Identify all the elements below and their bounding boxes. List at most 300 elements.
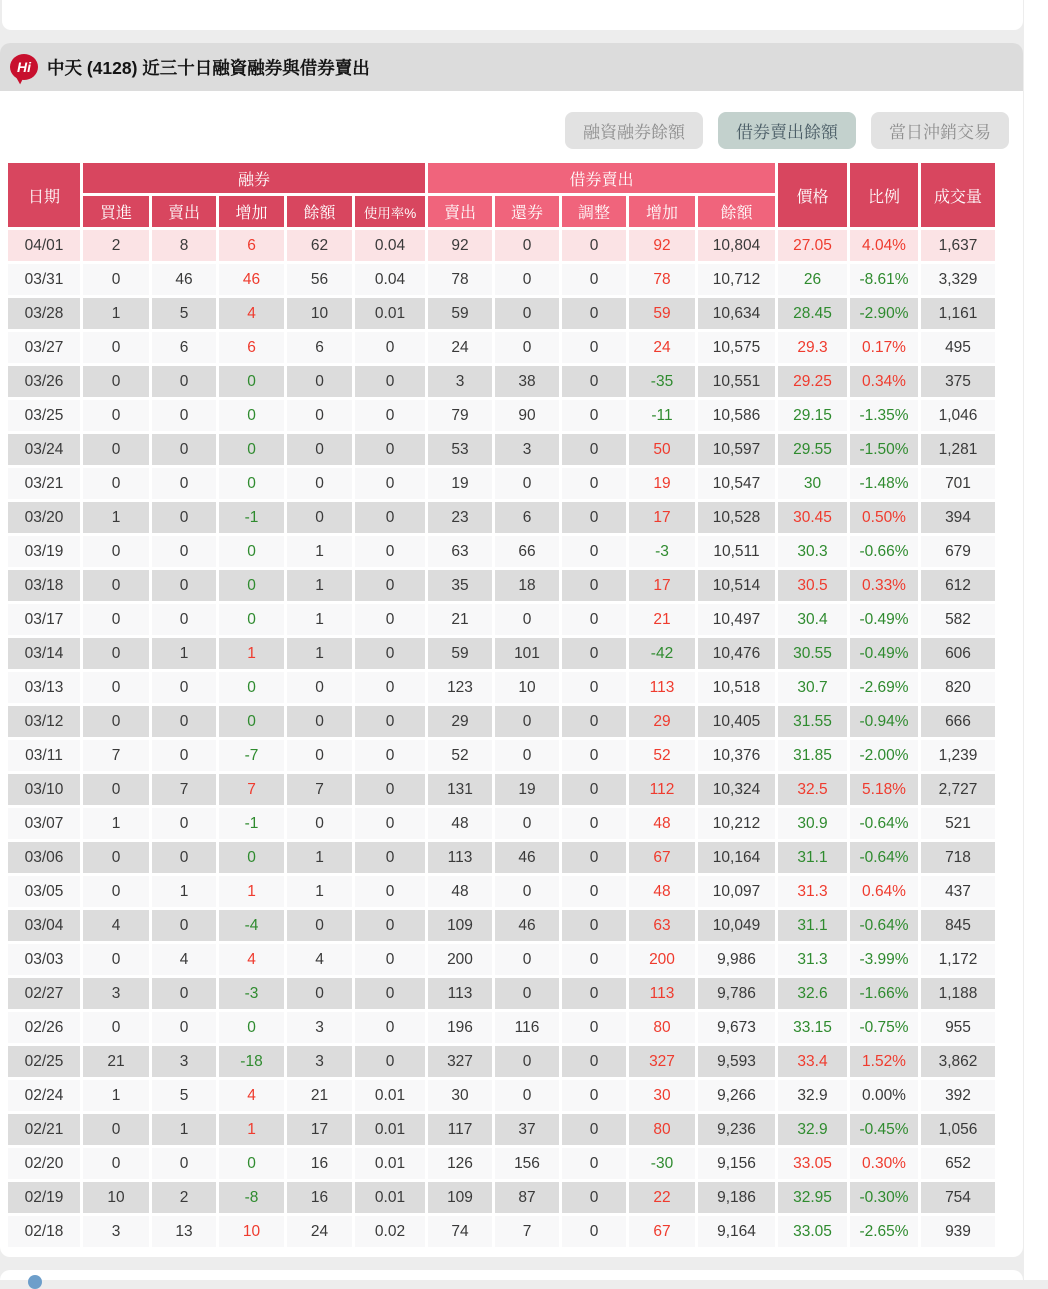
table-row — [8, 740, 995, 771]
cell-sbl-return: 10 — [495, 672, 559, 703]
tab-row — [0, 112, 1009, 149]
cell-volume: 1,172 — [921, 944, 995, 975]
cell-sbl-return: 46 — [495, 910, 559, 941]
cell-volume: 939 — [921, 1216, 995, 1247]
tab-financing-margin-balance[interactable]: 融資融券餘額 — [565, 112, 703, 149]
cell-sbl-balance: 10,514 — [698, 570, 775, 601]
cell-ms-buy: 3 — [83, 1216, 149, 1247]
cell-volume: 701 — [921, 468, 995, 499]
cell-ms-usage-rate: 0 — [355, 1012, 425, 1043]
cell-ms-sell: 0 — [152, 910, 216, 941]
cell-volume: 582 — [921, 604, 995, 635]
cell-date: 03/19 — [8, 536, 80, 567]
cell-ms-usage-rate: 0 — [355, 910, 425, 941]
hi-speech-bubble-icon — [10, 54, 38, 80]
cell-sbl-increase: 29 — [629, 706, 695, 737]
cell-volume: 375 — [921, 366, 995, 397]
cell-ms-usage-rate: 0 — [355, 434, 425, 465]
cell-sbl-sell: 48 — [428, 808, 492, 839]
cell-sbl-increase: 19 — [629, 468, 695, 499]
cell-sbl-increase: 80 — [629, 1114, 695, 1145]
cell-sbl-increase: 67 — [629, 1216, 695, 1247]
cell-sbl-return: 0 — [495, 332, 559, 363]
cell-ms-increase: 0 — [219, 468, 284, 499]
cell-price: 30.7 — [778, 672, 847, 703]
cell-sbl-adjust: 0 — [562, 434, 626, 465]
cell-date: 03/27 — [8, 332, 80, 363]
cell-ms-balance: 0 — [287, 808, 352, 839]
cell-ms-sell: 8 — [152, 230, 216, 261]
cell-sbl-sell: 109 — [428, 1182, 492, 1213]
table-row — [8, 808, 995, 839]
cell-ms-usage-rate: 0 — [355, 808, 425, 839]
cell-price: 32.9 — [778, 1080, 847, 1111]
cell-volume: 437 — [921, 876, 995, 907]
cell-sbl-balance: 10,097 — [698, 876, 775, 907]
table-row — [8, 434, 995, 465]
cell-change-ratio: 0.34% — [850, 366, 918, 397]
cell-ms-balance: 1 — [287, 604, 352, 635]
cell-ms-buy: 7 — [83, 740, 149, 771]
cell-sbl-adjust: 0 — [562, 1114, 626, 1145]
cell-sbl-adjust: 0 — [562, 808, 626, 839]
cell-ms-buy: 0 — [83, 672, 149, 703]
cell-ms-balance: 0 — [287, 502, 352, 533]
table-row — [8, 400, 995, 431]
cell-ms-increase: -8 — [219, 1182, 284, 1213]
cell-ms-usage-rate: 0 — [355, 468, 425, 499]
cell-ms-increase: 4 — [219, 944, 284, 975]
cell-ms-balance: 56 — [287, 264, 352, 295]
cell-sbl-sell: 3 — [428, 366, 492, 397]
table-row — [8, 638, 995, 669]
cell-sbl-increase: 22 — [629, 1182, 695, 1213]
cell-sbl-sell: 24 — [428, 332, 492, 363]
cell-change-ratio: -0.64% — [850, 842, 918, 873]
cell-price: 30.9 — [778, 808, 847, 839]
cell-ms-buy: 0 — [83, 1148, 149, 1179]
table-row — [8, 366, 995, 397]
cell-sbl-sell: 200 — [428, 944, 492, 975]
cell-ms-buy: 3 — [83, 978, 149, 1009]
cell-ms-usage-rate: 0.01 — [355, 1182, 425, 1213]
cell-sbl-increase: 30 — [629, 1080, 695, 1111]
cell-price: 29.3 — [778, 332, 847, 363]
cell-sbl-return: 0 — [495, 740, 559, 771]
cell-ms-increase: 6 — [219, 230, 284, 261]
cell-ms-usage-rate: 0 — [355, 332, 425, 363]
cell-volume: 3,329 — [921, 264, 995, 295]
securities-lending-subheader: 還券 — [495, 196, 559, 227]
table-row — [8, 1216, 995, 1247]
table-row — [8, 230, 995, 261]
cell-ms-sell: 46 — [152, 264, 216, 295]
cell-sbl-balance: 9,156 — [698, 1148, 775, 1179]
cell-date: 03/04 — [8, 910, 80, 941]
cell-volume: 392 — [921, 1080, 995, 1111]
cell-ms-sell: 1 — [152, 638, 216, 669]
cell-change-ratio: -0.49% — [850, 638, 918, 669]
cell-ms-increase: 0 — [219, 706, 284, 737]
cell-ms-buy: 0 — [83, 332, 149, 363]
cell-sbl-adjust: 0 — [562, 910, 626, 941]
cell-date: 03/03 — [8, 944, 80, 975]
cell-ms-balance: 17 — [287, 1114, 352, 1145]
cell-ms-usage-rate: 0 — [355, 774, 425, 805]
cell-ms-increase: 1 — [219, 876, 284, 907]
cell-ms-usage-rate: 0 — [355, 944, 425, 975]
cell-ms-balance: 24 — [287, 1216, 352, 1247]
cell-ms-sell: 0 — [152, 808, 216, 839]
cell-sbl-increase: 17 — [629, 502, 695, 533]
cell-sbl-return: 0 — [495, 706, 559, 737]
cell-ms-buy: 0 — [83, 264, 149, 295]
table-row — [8, 1012, 995, 1043]
cell-sbl-sell: 35 — [428, 570, 492, 601]
cell-ms-balance: 62 — [287, 230, 352, 261]
cell-ms-increase: 0 — [219, 536, 284, 567]
table-row — [8, 1046, 995, 1077]
cell-sbl-increase: 113 — [629, 978, 695, 1009]
cell-ms-buy: 0 — [83, 706, 149, 737]
cell-ms-buy: 0 — [83, 604, 149, 635]
cell-sbl-adjust: 0 — [562, 570, 626, 601]
cell-change-ratio: -0.49% — [850, 604, 918, 635]
cell-ms-balance: 16 — [287, 1182, 352, 1213]
cell-sbl-return: 156 — [495, 1148, 559, 1179]
securities-lending-subheader: 餘額 — [698, 196, 775, 227]
cell-price: 33.05 — [778, 1148, 847, 1179]
cell-sbl-balance: 9,786 — [698, 978, 775, 1009]
cell-ms-sell: 1 — [152, 1114, 216, 1145]
cell-change-ratio: -3.99% — [850, 944, 918, 975]
cell-ms-usage-rate: 0 — [355, 706, 425, 737]
cell-ms-usage-rate: 0 — [355, 876, 425, 907]
cell-ms-sell: 0 — [152, 672, 216, 703]
cell-price: 29.55 — [778, 434, 847, 465]
cell-ms-buy: 0 — [83, 944, 149, 975]
cell-sbl-balance: 10,049 — [698, 910, 775, 941]
cell-volume: 1,056 — [921, 1114, 995, 1145]
cell-price: 29.25 — [778, 366, 847, 397]
cell-ms-balance: 21 — [287, 1080, 352, 1111]
col-header-date: 日期 — [8, 163, 80, 227]
cell-ms-increase: 0 — [219, 604, 284, 635]
cell-sbl-sell: 30 — [428, 1080, 492, 1111]
cell-change-ratio: 0.64% — [850, 876, 918, 907]
cell-ms-buy: 0 — [83, 400, 149, 431]
cell-sbl-return: 19 — [495, 774, 559, 805]
table-row — [8, 264, 995, 295]
cell-ms-buy: 0 — [83, 1012, 149, 1043]
cell-change-ratio: -0.66% — [850, 536, 918, 567]
cell-sbl-adjust: 0 — [562, 536, 626, 567]
cell-ms-usage-rate: 0 — [355, 740, 425, 771]
cell-sbl-sell: 113 — [428, 978, 492, 1009]
cell-sbl-increase: -3 — [629, 536, 695, 567]
cell-sbl-increase: 67 — [629, 842, 695, 873]
cell-ms-buy: 0 — [83, 774, 149, 805]
cell-ms-increase: -18 — [219, 1046, 284, 1077]
cell-change-ratio: -1.35% — [850, 400, 918, 431]
cell-date: 03/11 — [8, 740, 80, 771]
cell-sbl-balance: 10,518 — [698, 672, 775, 703]
cell-ms-usage-rate: 0 — [355, 1046, 425, 1077]
cell-sbl-increase: 112 — [629, 774, 695, 805]
cell-ms-increase: 0 — [219, 672, 284, 703]
cell-date: 03/25 — [8, 400, 80, 431]
cell-price: 31.55 — [778, 706, 847, 737]
cell-sbl-increase: 327 — [629, 1046, 695, 1077]
cell-ms-usage-rate: 0.04 — [355, 230, 425, 261]
cell-ms-balance: 0 — [287, 400, 352, 431]
cell-sbl-sell: 327 — [428, 1046, 492, 1077]
cell-sbl-adjust: 0 — [562, 502, 626, 533]
cell-sbl-adjust: 0 — [562, 366, 626, 397]
cell-ms-sell: 3 — [152, 1046, 216, 1077]
cell-date: 02/18 — [8, 1216, 80, 1247]
cell-sbl-sell: 117 — [428, 1114, 492, 1145]
cell-ms-balance: 0 — [287, 740, 352, 771]
group-header-row — [8, 163, 995, 193]
cell-change-ratio: -0.75% — [850, 1012, 918, 1043]
cell-sbl-balance: 10,804 — [698, 230, 775, 261]
cell-change-ratio: 0.30% — [850, 1148, 918, 1179]
cell-sbl-balance: 10,324 — [698, 774, 775, 805]
cell-ms-balance: 0 — [287, 468, 352, 499]
cell-sbl-increase: 200 — [629, 944, 695, 975]
cell-ms-balance: 1 — [287, 842, 352, 873]
cell-date: 03/21 — [8, 468, 80, 499]
cell-sbl-increase: 80 — [629, 1012, 695, 1043]
cell-ms-buy: 0 — [83, 366, 149, 397]
cell-ms-sell: 0 — [152, 570, 216, 601]
table-row — [8, 706, 995, 737]
cell-date: 03/12 — [8, 706, 80, 737]
cell-sbl-increase: 21 — [629, 604, 695, 635]
cell-sbl-sell: 19 — [428, 468, 492, 499]
cell-sbl-return: 0 — [495, 808, 559, 839]
previous-card-tail — [2, 0, 1023, 30]
cell-ms-sell: 0 — [152, 468, 216, 499]
cell-sbl-sell: 126 — [428, 1148, 492, 1179]
cell-date: 03/18 — [8, 570, 80, 601]
cell-sbl-increase: 113 — [629, 672, 695, 703]
cell-ms-increase: 0 — [219, 842, 284, 873]
cell-change-ratio: -2.69% — [850, 672, 918, 703]
cell-ms-balance: 0 — [287, 672, 352, 703]
card-header — [0, 43, 1023, 91]
scrollbar-track[interactable] — [1024, 0, 1048, 1280]
cell-date: 02/26 — [8, 1012, 80, 1043]
cell-change-ratio: 0.50% — [850, 502, 918, 533]
cell-change-ratio: 0.17% — [850, 332, 918, 363]
cell-sbl-return: 0 — [495, 298, 559, 329]
cell-ms-buy: 21 — [83, 1046, 149, 1077]
cell-ms-balance: 4 — [287, 944, 352, 975]
cell-ms-usage-rate: 0 — [355, 400, 425, 431]
cell-ms-balance: 6 — [287, 332, 352, 363]
cell-ms-sell: 7 — [152, 774, 216, 805]
cell-sbl-increase: -11 — [629, 400, 695, 431]
cell-sbl-sell: 131 — [428, 774, 492, 805]
cell-ms-balance: 0 — [287, 910, 352, 941]
cell-sbl-return: 0 — [495, 604, 559, 635]
cell-change-ratio: -0.64% — [850, 808, 918, 839]
cell-price: 30 — [778, 468, 847, 499]
cell-change-ratio: -2.00% — [850, 740, 918, 771]
cell-price: 30.45 — [778, 502, 847, 533]
table-row — [8, 876, 995, 907]
cell-volume: 1,281 — [921, 434, 995, 465]
cell-sbl-balance: 10,634 — [698, 298, 775, 329]
cell-volume: 754 — [921, 1182, 995, 1213]
table-row — [8, 978, 995, 1009]
table-row — [8, 672, 995, 703]
cell-ms-balance: 0 — [287, 366, 352, 397]
cell-ms-buy: 0 — [83, 876, 149, 907]
table-row — [8, 570, 995, 601]
cell-ms-increase: 0 — [219, 570, 284, 601]
cell-ms-usage-rate: 0 — [355, 638, 425, 669]
cell-sbl-adjust: 0 — [562, 298, 626, 329]
cell-sbl-adjust: 0 — [562, 468, 626, 499]
cell-price: 32.6 — [778, 978, 847, 1009]
cell-change-ratio: 0.33% — [850, 570, 918, 601]
cell-price: 31.85 — [778, 740, 847, 771]
table-row — [8, 1182, 995, 1213]
cell-sbl-increase: -35 — [629, 366, 695, 397]
cell-sbl-return: 0 — [495, 1046, 559, 1077]
cell-price: 26 — [778, 264, 847, 295]
table-row — [8, 774, 995, 805]
cell-volume: 845 — [921, 910, 995, 941]
cell-date: 02/21 — [8, 1114, 80, 1145]
cell-change-ratio: -1.50% — [850, 434, 918, 465]
cell-sbl-balance: 10,547 — [698, 468, 775, 499]
cell-sbl-sell: 59 — [428, 298, 492, 329]
cell-sbl-balance: 10,712 — [698, 264, 775, 295]
cell-sbl-sell: 196 — [428, 1012, 492, 1043]
table-row — [8, 536, 995, 567]
cell-sbl-sell: 21 — [428, 604, 492, 635]
cell-volume: 495 — [921, 332, 995, 363]
cell-price: 32.95 — [778, 1182, 847, 1213]
cell-date: 03/10 — [8, 774, 80, 805]
cell-volume: 955 — [921, 1012, 995, 1043]
cell-sbl-return: 38 — [495, 366, 559, 397]
margin-short-and-sbl-table — [5, 160, 998, 1250]
cell-ms-usage-rate: 0 — [355, 502, 425, 533]
cell-price: 33.15 — [778, 1012, 847, 1043]
cell-ms-balance: 1 — [287, 638, 352, 669]
cell-sbl-return: 0 — [495, 230, 559, 261]
cell-sbl-adjust: 0 — [562, 978, 626, 1009]
securities-lending-subheader: 調整 — [562, 196, 626, 227]
cell-sbl-adjust: 0 — [562, 332, 626, 363]
cell-ms-balance: 1 — [287, 876, 352, 907]
cell-price: 30.4 — [778, 604, 847, 635]
col-group-margin-short: 融券 — [83, 163, 425, 193]
cell-sbl-return: 0 — [495, 264, 559, 295]
cell-sbl-sell: 59 — [428, 638, 492, 669]
cell-ms-sell: 0 — [152, 842, 216, 873]
cell-sbl-increase: 59 — [629, 298, 695, 329]
cell-ms-sell: 0 — [152, 400, 216, 431]
cell-change-ratio: -2.90% — [850, 298, 918, 329]
cell-ms-balance: 0 — [287, 706, 352, 737]
cell-ms-increase: 4 — [219, 1080, 284, 1111]
cell-ms-sell: 0 — [152, 1012, 216, 1043]
cell-ms-increase: 10 — [219, 1216, 284, 1247]
hi-logo-text: Hi — [17, 59, 31, 75]
cell-ms-usage-rate: 0 — [355, 978, 425, 1009]
cell-date: 03/14 — [8, 638, 80, 669]
cell-sbl-adjust: 0 — [562, 638, 626, 669]
cell-ms-increase: 6 — [219, 332, 284, 363]
cell-sbl-balance: 10,575 — [698, 332, 775, 363]
cell-price: 30.55 — [778, 638, 847, 669]
cell-ms-buy: 1 — [83, 298, 149, 329]
cell-ms-usage-rate: 0 — [355, 842, 425, 873]
cell-sbl-return: 37 — [495, 1114, 559, 1145]
cell-ms-buy: 0 — [83, 434, 149, 465]
cell-ms-sell: 0 — [152, 1148, 216, 1179]
cell-sbl-sell: 79 — [428, 400, 492, 431]
cell-sbl-increase: 92 — [629, 230, 695, 261]
cell-ms-sell: 6 — [152, 332, 216, 363]
tab-securities-lending-balance[interactable]: 借券賣出餘額 — [718, 112, 856, 149]
cell-change-ratio: -0.64% — [850, 910, 918, 941]
cell-volume: 606 — [921, 638, 995, 669]
table-row — [8, 502, 995, 533]
cell-ms-increase: 0 — [219, 434, 284, 465]
cell-price: 28.45 — [778, 298, 847, 329]
cell-price: 33.4 — [778, 1046, 847, 1077]
cell-price: 32.5 — [778, 774, 847, 805]
tab-day-trade[interactable]: 當日沖銷交易 — [871, 112, 1009, 149]
cell-ms-usage-rate: 0.02 — [355, 1216, 425, 1247]
cell-sbl-balance: 10,551 — [698, 366, 775, 397]
cell-sbl-sell: 78 — [428, 264, 492, 295]
cell-volume: 679 — [921, 536, 995, 567]
cell-ms-balance: 10 — [287, 298, 352, 329]
cell-ms-sell: 5 — [152, 1080, 216, 1111]
cell-date: 03/26 — [8, 366, 80, 397]
cell-ms-increase: -4 — [219, 910, 284, 941]
cell-sbl-return: 0 — [495, 876, 559, 907]
cell-sbl-increase: -42 — [629, 638, 695, 669]
cell-ms-balance: 16 — [287, 1148, 352, 1179]
cell-sbl-sell: 52 — [428, 740, 492, 771]
cell-sbl-adjust: 0 — [562, 1182, 626, 1213]
cell-ms-balance: 1 — [287, 570, 352, 601]
securities-lending-subheader: 增加 — [629, 196, 695, 227]
margin-short-subheader: 賣出 — [152, 196, 216, 227]
cell-price: 27.05 — [778, 230, 847, 261]
cell-ms-sell: 0 — [152, 604, 216, 635]
cell-ms-buy: 0 — [83, 638, 149, 669]
cell-ms-buy: 4 — [83, 910, 149, 941]
cell-price: 31.1 — [778, 910, 847, 941]
cell-sbl-return: 0 — [495, 468, 559, 499]
margin-short-subheader: 增加 — [219, 196, 284, 227]
cell-sbl-sell: 109 — [428, 910, 492, 941]
cell-volume: 652 — [921, 1148, 995, 1179]
cell-sbl-balance: 9,164 — [698, 1216, 775, 1247]
cell-sbl-increase: 24 — [629, 332, 695, 363]
cell-sbl-balance: 10,212 — [698, 808, 775, 839]
